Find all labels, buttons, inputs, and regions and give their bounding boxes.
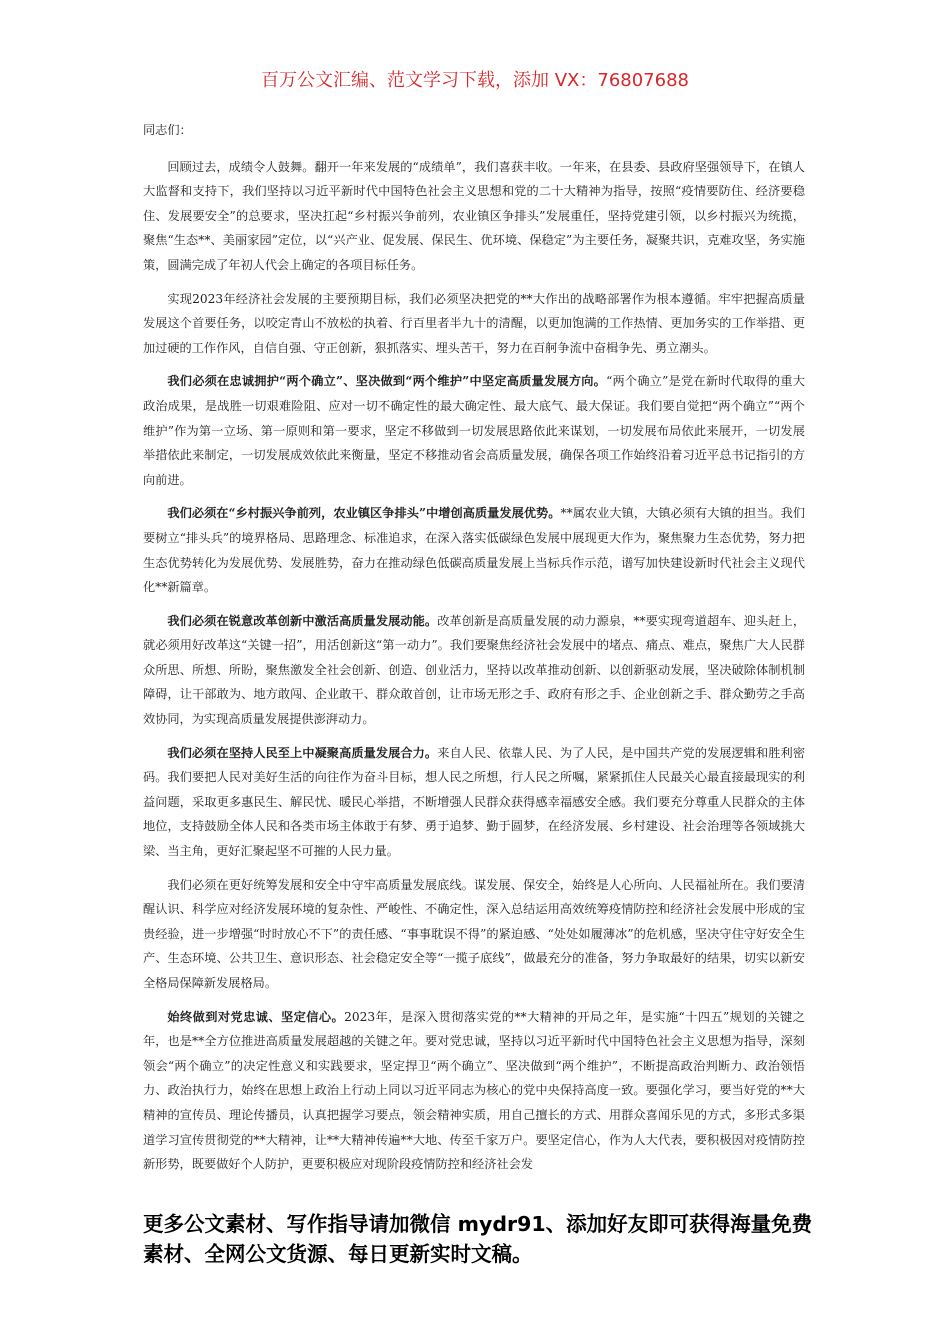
- paragraph-text: “两个确立”是党在新时代取得的重大政治成果，是战胜一切艰难险阻、应对一切不确定性的最大确定性、最大底气、最大保证。我们要自觉把“两个确立”“两个维护”作为第一立场、第一原则和第一要求，坚定不移做到一切发展思路依此来谋划，一切发展布局依此来展开，一切发展举措依此来制定，一切发展成效依此来衡量，坚定不移推动省会高质量发展，确保各项工作始终沿着习近平总书记指引的方向前进。: [143, 374, 805, 487]
- paragraph-text: 2023年，是深入贯彻落实党的**大精神的开局之年，是实施“十四五”规划的关键之年，也是**全方位推进高质量发展超越的关键之年。要对党忠诚，坚持以习近平新时代中国特色社会主义思想为指导，深刻领会“两个确立”的决定性意义和实践要求，坚定捍卫“两个确立”、坚决做到“两个维护”，不断提高政治判断力、政治领悟力、政治执行力，始终在思想上政治上行动上同以习近平同志为核心的党中央保持高度一致。要强化学习，要当好党的**大精神的宣传员、理论传播员，认真把握学习要点，领会精神实质，用自己擅长的方式、用群众喜闻乐见的方式，多形式多渠道学习宣传贯彻党的**大精神，让**大精神传遍**大地、传至千家万户。要坚定信心，作为人大代表，要积极因对疫情防控新形势，既要做好个人防护，更要积极应对现阶段疫情防控和经济社会发: [143, 1009, 805, 1172]
- paragraph-lead: 我们必须在忠诚拥护“两个确立”、坚决做到“两个维护”中坚定高质量发展方向。: [167, 374, 607, 389]
- paragraph: [143, 741, 805, 864]
- paragraph: [143, 1005, 805, 1177]
- paragraph: [143, 873, 805, 996]
- paragraph: [143, 287, 805, 361]
- paragraph-text: 回顾过去，成绩令人鼓舞。翻开一年来发展的“成绩单”，我们喜获丰收。一年来，在县委、县政府坚强领导下，在镇人大监督和支持下，我们坚持以习近平新时代中国特色社会主义思想和党的二十大精神为指导，按照“疫情要防住、经济要稳住、发展要安全”的总要求，坚决扛起“乡村振兴争前列，农业镇区争排头”发展重任，坚持党建引领，以乡村振兴为统揽，聚焦“生态**、美丽家园”定位，以“兴产业、促发展、保民生、优环境、保稳定”为主要任务，凝聚共识，克难攻坚，务实施策，圆满完成了年初人代会上确定的各项目标任务。: [143, 159, 805, 272]
- promo-footer: 更多公文素材、写作指导请加微信 mydr91、添加好友即可获得海量免费素材、全网公文货源、每日更新实时文稿。: [143, 1212, 813, 1266]
- paragraph-lead: 我们必须在锐意改革创新中激活高质量发展动能。: [167, 613, 438, 628]
- paragraph: [143, 369, 805, 492]
- paragraph-lead: 始终做到对党忠诚、坚定信心。: [167, 1009, 345, 1024]
- paragraph: [143, 609, 805, 732]
- paragraph-text: 来自人民、依靠人民、为了人民，是中国共产党的发展逻辑和胜利密码。我们要把人民对美好生活的向往作为奋斗目标，想人民之所想，行人民之所嘱，紧紧抓住人民最关心最直接最现实的利益问题，采取更多惠民生、解民忧、暖民心举措，不断增强人民群众获得感幸福感安全感。我们要充分尊重人民群众的主体地位，支持鼓励全体人民和各类市场主体敢于有梦、勇于追梦、勤于圆梦，在经济发展、乡村建设、社会治理等各领域挑大梁、当主角，更好汇聚起坚不可摧的人民力量。: [143, 745, 806, 859]
- salutation: 同志们：: [143, 123, 192, 137]
- paragraph-text: **属农业大镇，大镇必须有大镇的担当。我们要树立“排头兵”的境界格局、思路理念、标准追求，在深入落实低碳绿色发展中展现更大作为，聚焦聚力生态优势，努力把生态优势转化为发展优势、发展胜势，奋力在推动绿色低碳高质量发展上当标兵作示范，谱写加快建设新时代社会主义现代化**新篇章。: [143, 506, 806, 595]
- paragraph-lead: 我们必须在“乡村振兴争前列，农业镇区争排头”中增创高质量发展优势。: [167, 506, 561, 521]
- paragraph-lead: 我们必须在坚持人民至上中凝聚高质量发展合力。: [167, 745, 438, 760]
- document-body: [143, 118, 805, 1186]
- paragraph-text: 我们必须在更好统筹发展和安全中守牢高质量发展底线。谋发展、保安全，始终是人心所向、人民福祉所在。我们要清醒认识、科学应对经济发展环境的复杂性、严峻性、不确定性，深入总结运用高效统筹疫情防控和经济社会发展中形成的宝贵经验，进一步增强“时时放心不下”的责任感、“事事耽误不得”的紧迫感、“处处如履薄冰”的危机感，坚决守住守好安全生产、生态环境、公共卫生、意识形态、社会稳定安全等“一揽子底线”，做最充分的准备，努力争取最好的结果，切实以新安全格局保障新发展格局。: [143, 877, 805, 990]
- paragraph-text: 改革创新是高质量发展的动力源泉，**要实现弯道超车、迎头赶上，就必须用好改革这“关键一招”，用活创新这“第一动力”。我们要聚焦经济社会发展中的堵点、痛点、难点，聚焦广大人民群众所思、所想、所盼，聚焦激发全社会创新、创造、创业活力，坚持以改革推动创新、以创新驱动发展，坚决破除体制机制障碍，让干部敢为、地方敢闯、企业敢干、群众敢首创，让市场无形之手、政府有形之手、企业创新之手、群众勤劳之手高效协同，为实现高质量发展提供澎湃动力。: [143, 613, 806, 727]
- promo-banner: 百万公文汇编、范文学习下载，添加 VX：76807688: [261, 70, 689, 91]
- paragraph-text: 实现2023年经济社会发展的主要预期目标，我们必须坚决把党的**大作出的战略部署作为根本遵循。牢牢把握高质量发展这个首要任务，以咬定青山不放松的执着、行百里者半九十的清醒，以更加饱满的工作热情、更加务实的工作举措、更加过硬的工作作风，自信自强、守正创新，狠抓落实、埋头苦干，努力在百舸争流中奋楫争先、勇立潮头。: [143, 291, 805, 355]
- paragraph: [143, 155, 805, 278]
- paragraph: [143, 501, 805, 599]
